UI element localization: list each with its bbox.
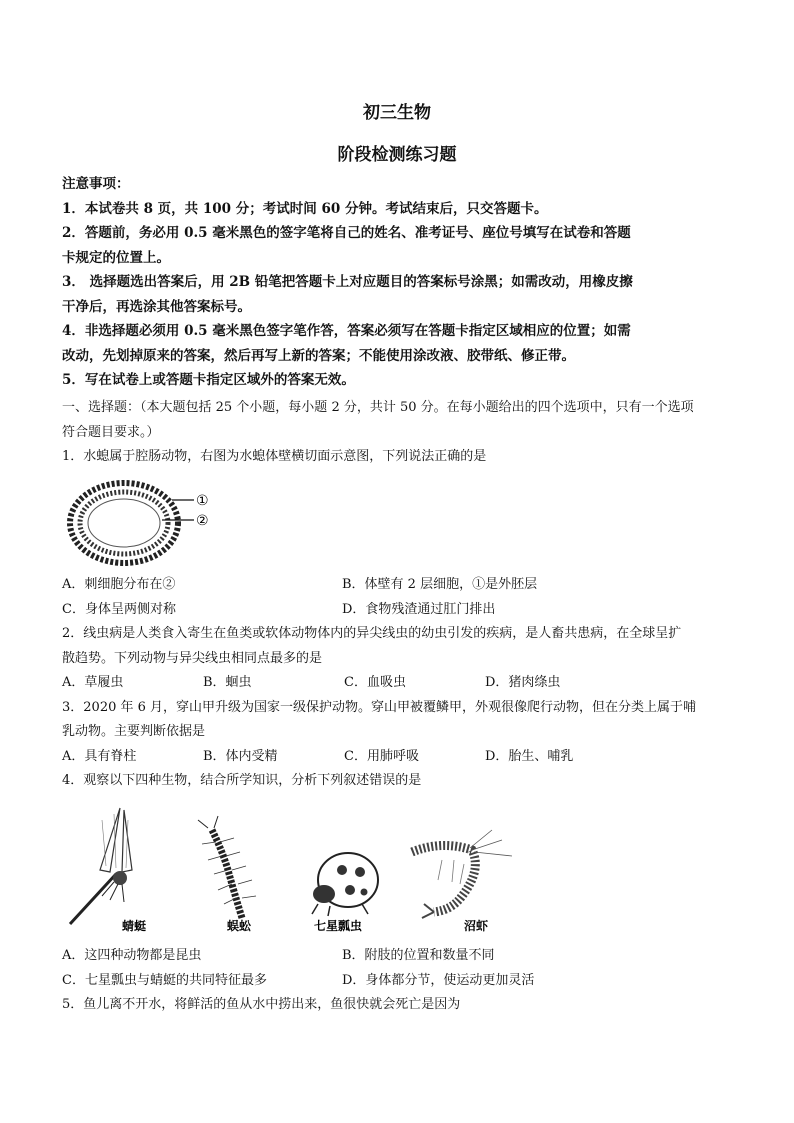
cavity [88,499,160,547]
notes-line: 干净后，再选涂其他答案标号。 [62,298,251,315]
q3-option-b[interactable]: B．体内受精 [203,748,278,764]
dragonfly-drawing [70,808,132,924]
notes-line: 4．非选择题必须用 0.5 毫米黑色签字笔作答，答案必须写在答题卡指定区域相应的位置；如需 [62,323,631,339]
q1-stem: 1．水螅属于腔肠动物，右图为水螅体壁横切面示意图，下列说法正确的是 [62,449,487,464]
q4-options [62,944,734,1018]
q2-stem: 2．线虫病是人类食入寄生在鱼类或软体动物体内的异尖线虫的幼虫引发的疾病，是人畜共患病，在全球呈扩 [62,626,682,641]
notes-line: 2．答题前，务必用 0.5 毫米黑色的签字笔将自己的姓名、准考证号、座位号填写在试卷和答题 [62,225,631,241]
q2-option-a[interactable]: A．草履虫 [62,675,124,690]
q4-option-a[interactable]: A．这四种动物都是昆虫 [62,948,202,963]
notes-line: 卡规定的位置上。 [62,249,170,266]
q2-option-d[interactable]: D．猪肉绦虫 [485,675,561,690]
q4-option-d[interactable]: D．身体都分节，使运动更加灵活 [342,972,535,988]
page-subtitle: 阶段检测练习题 [337,145,457,165]
label-centipede: 蜈蚣 [227,919,252,933]
q3-stem: 乳动物。主要判断依据是 [62,724,206,739]
q4-option-c[interactable]: C．七星瓢虫与蜻蜓的共同特征最多 [62,972,267,988]
hydra-cross-section-figure [62,478,222,568]
q3-stem: 3．2020 年 6 月，穿山甲升级为国家一级保护动物。穿山甲被覆鳞甲，外观很像爬行动物，但在分类上属于哺 [62,699,697,715]
section-line: 符合题目要求。） [62,424,160,440]
q1-option-c[interactable]: C．身体呈两侧对称 [62,601,176,617]
q2-option-b[interactable]: B．蛔虫 [203,675,252,690]
q1-option-a[interactable]: A．刺细胞分布在② [62,577,176,592]
q1-options [62,573,734,794]
label-dragonfly: 蜻蜓 [122,919,147,933]
q3-option-c[interactable]: C．用肺呼吸 [344,748,419,764]
q4-option-b[interactable]: B．附肢的位置和数量不同 [342,948,495,963]
q3-option-d[interactable]: D．胎生、哺乳 [485,748,574,764]
notes-line: 1．本试卷共 8 页，共 100 分；考试时间 60 分钟。考试结束后，只交答题卡。 [62,200,548,217]
q5-stem: 5．鱼儿离不开水，将鲜活的鱼从水中捞出来，鱼很快就会死亡是因为 [62,997,461,1012]
centipede-drawing [198,816,256,918]
notes-line: 3． 选择题选出答案后，用 2B 铅笔把答题卡上对应题目的答案标号涂黑；如需改动，用橡皮擦 [62,274,633,290]
page-title: 初三生物 [363,103,431,123]
label-shrimp: 沼虾 [464,919,489,933]
q1-option-b[interactable]: B．体壁有 2 层细胞，①是外胚层 [342,577,538,592]
q1-option-d[interactable]: D．食物残渣通过肛门排出 [342,601,496,617]
notes-block [62,172,734,393]
section-intro [62,396,734,470]
notes-line: 改动，先划掉原来的答案，然后再写上新的答案；不能使用涂改液、胶带纸、修正带。 [62,347,575,364]
label-ladybug: 七星瓢虫 [314,919,363,933]
q2-option-c[interactable]: C．血吸虫 [344,675,406,690]
notes-line: 5．写在试卷上或答题卡指定区域外的答案无效。 [62,372,355,388]
four-animals-figure [62,800,522,935]
label-1: ① [196,493,209,509]
q4-stem: 4．观察以下四种生物，结合所学知识，分析下列叙述错误的是 [62,773,422,788]
notes-heading: 注意事项： [62,176,130,192]
q3-option-a[interactable]: A．具有脊柱 [62,748,137,764]
ladybug-drawing [312,853,378,916]
shrimp-drawing [412,830,512,918]
q2-stem: 散趋势。下列动物与异尖线虫相同点最多的是 [62,650,323,666]
label-2: ② [196,513,209,529]
section-line: 一、选择题：（本大题包括 25 个小题，每小题 2 分，共计 50 分。在每小题给出的四个选项中，只有一个选项 [62,400,694,415]
